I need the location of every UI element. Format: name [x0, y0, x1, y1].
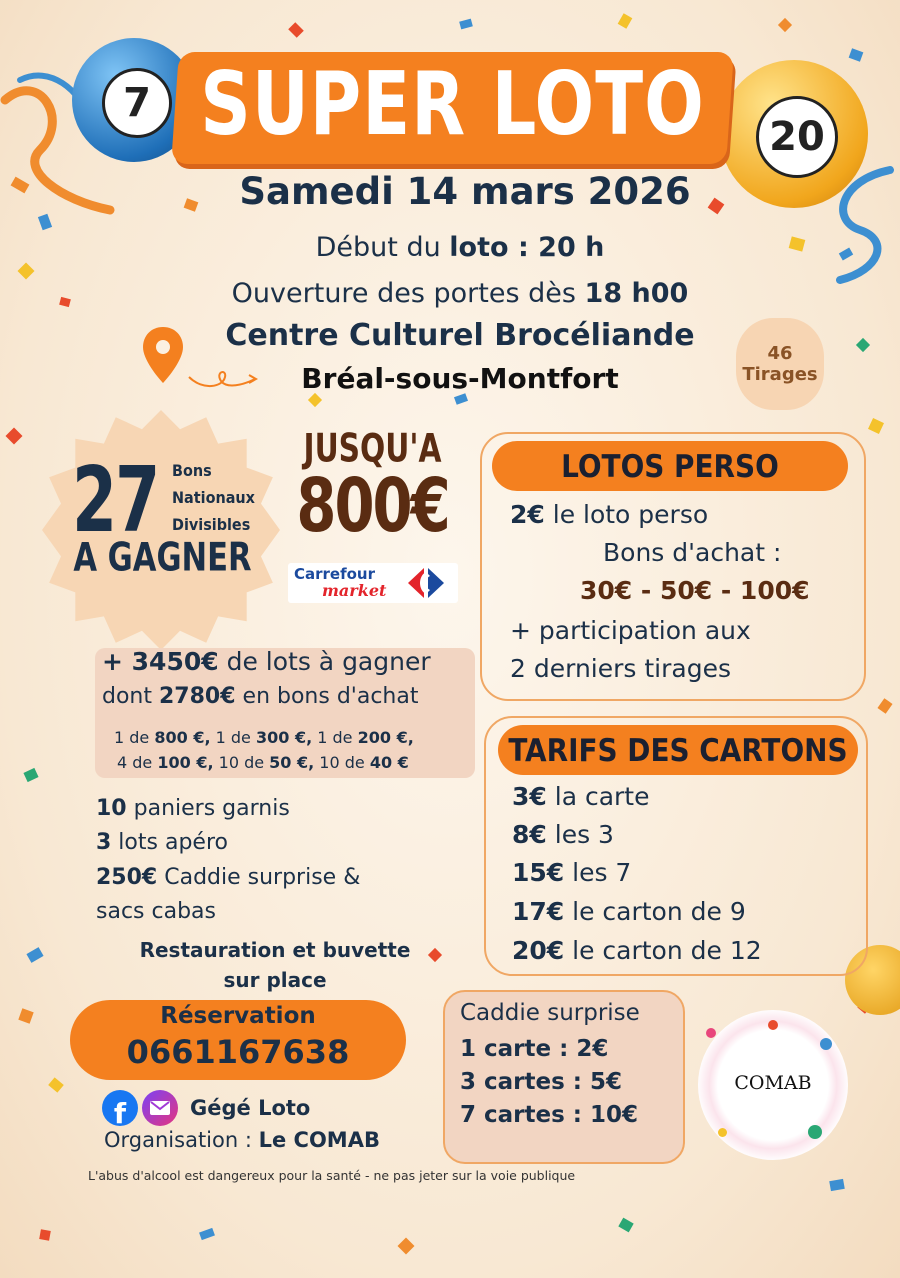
tarif-row: 20€ le carton de 12 — [512, 936, 762, 965]
caddie-row: 7 cartes : 10€ — [460, 1102, 639, 1128]
ball-number-left: 7 — [102, 68, 172, 138]
tirages-badge — [736, 318, 824, 410]
tarif-row: 3€ la carte — [512, 782, 650, 811]
loto-perso-price: 2€ le loto perso — [510, 500, 709, 529]
restauration-line2: sur place — [223, 968, 327, 992]
reservation-label: Réservation — [160, 1003, 316, 1029]
tarif-row: 15€ les 7 — [512, 858, 632, 887]
extra-item: 250€ Caddie surprise & — [96, 865, 361, 890]
comab-logo-text: COMAB — [734, 1072, 812, 1094]
prize-count: 27 — [72, 447, 159, 552]
participation-line2: 2 derniers tirages — [510, 654, 731, 683]
participation-line1: + participation aux — [510, 616, 751, 645]
organisation: Organisation : Le COMAB — [104, 1128, 380, 1152]
tarif-row: 17€ le carton de 9 — [512, 897, 746, 926]
doors-time: Ouverture des portes dès 18 h00 — [231, 278, 689, 309]
page-title: SUPER LOTO — [200, 54, 705, 156]
jusqua-label: JUSQU'A — [303, 424, 442, 471]
footer-disclaimer: L'abus d'alcool est dangereux pour la santé - ne pas jeter sur la voie publique — [88, 1168, 576, 1183]
lots-detail-line2: 4 de 100 €, 10 de 50 €, 10 de 40 € — [117, 753, 409, 772]
carrefour-market-logo: Carrefour market — [288, 563, 458, 603]
lots-total: + 3450€ de lots à gagner — [102, 647, 431, 676]
tarif-row: 8€ les 3 — [512, 820, 614, 849]
messenger-icon[interactable] — [142, 1090, 178, 1126]
tirages-count: 46 — [767, 343, 793, 364]
restauration-line1: Restauration et buvette — [139, 938, 411, 962]
max-prize-amount: 800€ — [296, 464, 449, 550]
prize-type: Bons Nationaux Divisibles — [172, 461, 255, 534]
ball-number-right: 20 — [756, 96, 838, 178]
comab-logo — [698, 1010, 848, 1160]
extra-item: sacs cabas — [96, 899, 216, 924]
bons-achat-values: 30€ - 50€ - 100€ — [580, 576, 810, 605]
start-time: Début du loto : 20 h — [315, 232, 605, 263]
tarifs-title: TARIFS DES CARTONS — [498, 725, 858, 775]
extra-item: 3 lots apéro — [96, 830, 228, 855]
prize-a-gagner: A GAGNER — [73, 535, 252, 581]
extra-item: 10 paniers garnis — [96, 796, 290, 821]
reservation-phone[interactable]: 0661167638 — [126, 1033, 350, 1071]
caddie-title: Caddie surprise — [460, 1000, 640, 1026]
lots-detail-line1: 1 de 800 €, 1 de 300 €, 1 de 200 €, — [114, 728, 414, 747]
lots-bons-achat: dont 2780€ en bons d'achat — [102, 684, 419, 709]
facebook-icon[interactable]: f — [102, 1090, 138, 1126]
caddie-row: 1 carte : 2€ — [460, 1036, 609, 1062]
carrefour-icon — [406, 566, 446, 600]
tirages-label: Tirages — [742, 364, 818, 385]
contact-name: Gégé Loto — [190, 1096, 311, 1120]
venue-name: Centre Culturel Brocéliande — [225, 318, 695, 353]
caddie-row: 3 cartes : 5€ — [460, 1069, 623, 1095]
event-date: Samedi 14 mars 2026 — [239, 170, 691, 213]
venue-town: Bréal-sous-Montfort — [301, 362, 619, 395]
bons-achat-label: Bons d'achat : — [603, 538, 782, 567]
lotos-perso-title: LOTOS PERSO — [492, 441, 848, 491]
